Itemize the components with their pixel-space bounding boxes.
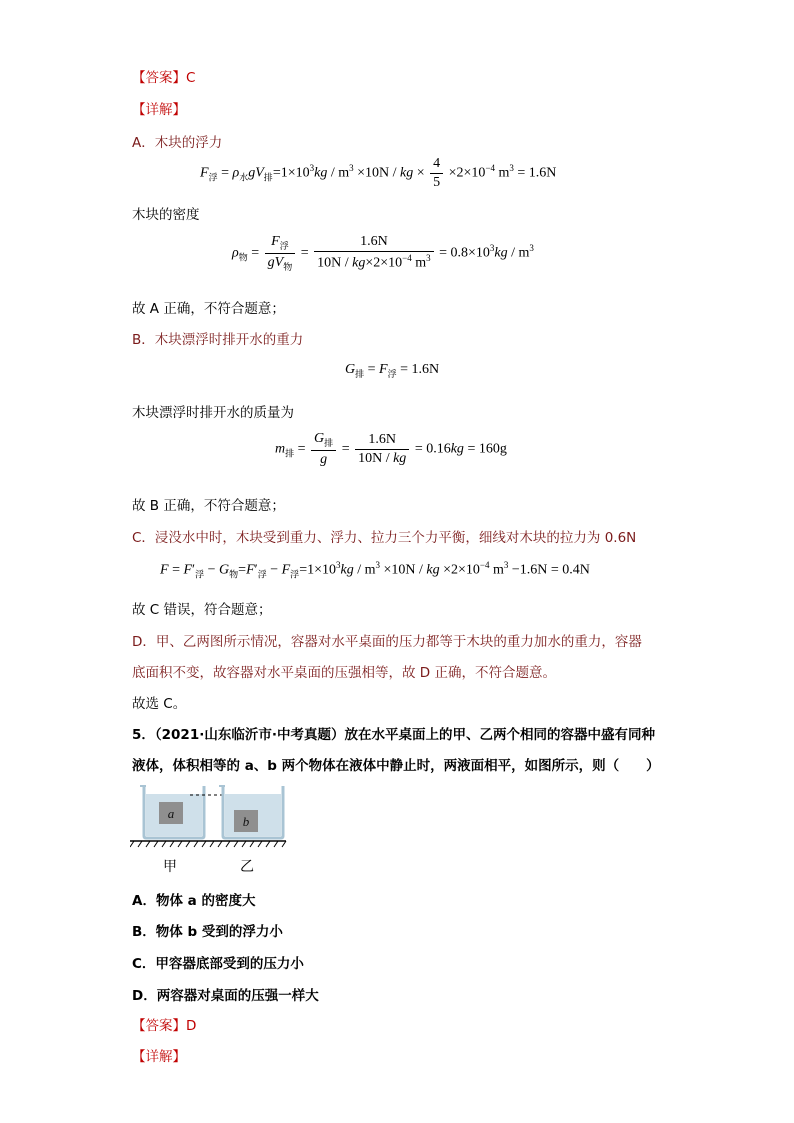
answer-value-q5: D — [186, 1018, 197, 1034]
answer-tag: 【答案】 — [132, 70, 186, 86]
table-hatching — [130, 841, 286, 847]
answer-tag-q5: 【答案】 — [132, 1018, 186, 1034]
q5-option-c: C．甲容器底部受到的压力小 — [132, 956, 304, 972]
option-b-conclusion: 故 B 正确，不符合题意； — [132, 498, 285, 514]
formula-tension: $F = F'_浮 - G_物=F'_浮 - F_浮=1\times 10^3kg / m^3 \times 10N$ / kg $\times 2\times 10^{-4}$ $m^3 -1.6N = 0.4N$ — [160, 560, 590, 580]
two-containers-figure — [130, 780, 290, 880]
q5-option-d: D．两容器对桌面的压强一样大 — [132, 988, 319, 1004]
final-answer: 故选 C。 — [132, 696, 187, 712]
label-jia: 甲 — [163, 859, 177, 875]
mass-label: 木块漂浮时排开水的质量为 — [132, 405, 294, 421]
option-b-title: B．木块漂浮时排开水的重力 — [132, 332, 304, 348]
object-a — [159, 802, 183, 824]
density-label: 木块的密度 — [132, 207, 200, 223]
object-b-label: b — [242, 814, 250, 829]
answer-line-q5 — [132, 1014, 196, 1034]
option-c-conclusion: 故 C 错误，符合题意； — [132, 602, 272, 618]
explain-tag: 【详解】 — [132, 102, 186, 118]
q5-option-a: A．物体 a 的密度大 — [132, 893, 256, 909]
question-5-stem-2: 液体，体积相等的 a、b 两个物体在液体中静止时，两液面相平，如图所示，则（ ） — [132, 758, 660, 774]
answer-line-q4 — [132, 66, 195, 86]
formula-buoyancy: $F_浮 = \rho_水gV_排=1\times 10^3kg / m^3 \times 10N$ / kg × $\frac{4}{5}$ $\times 2\times 10^{-4}$ $m^3 = 1.6N$ — [200, 156, 557, 190]
object-b — [234, 810, 258, 832]
formula-displaced-weight: $G_排 = F_浮 = 1.6N$ — [345, 362, 440, 379]
formula-density: $\rho_物$ = $\frac{F_浮}{gV_物}$ = $\frac{1.6N}{10N / kg\times 2\times 10^{-4} m^3}$ = $0.8\times 10^3kg / m^3$ — [232, 234, 534, 272]
formula-displaced-mass: $m_排$ = $\frac{G_排}{g}$ = $\frac{1.6N}{10N / kg}$ = 0.16kg = 160g — [275, 431, 507, 467]
option-a-title: A．木块的浮力 — [132, 135, 223, 151]
question-5-stem-1: 5．（2021·山东临沂市·中考真题）放在水平桌面上的甲、乙两个相同的容器中盛有同种 — [132, 727, 655, 743]
option-d-line2: 底面积不变，故容器对水平桌面的压强相等，故 D 正确，不符合题意。 — [132, 665, 556, 681]
explain-tag-q5: 【详解】 — [132, 1049, 186, 1065]
answer-value: C — [186, 70, 196, 86]
option-d-line1: D．甲、乙两图所示情况，容器对水平桌面的压力都等于木块的重力加水的重力，容器 — [132, 634, 642, 650]
option-a-conclusion: 故 A 正确，不符合题意； — [132, 301, 285, 317]
object-a-label: a — [167, 806, 175, 821]
option-c-title: C．浸没水中时，木块受到重力、浮力、拉力三个力平衡，细线对木块的拉力为 0.6N — [132, 530, 637, 546]
label-yi: 乙 — [240, 859, 254, 875]
q5-option-b: B．物体 b 受到的浮力小 — [132, 924, 283, 940]
